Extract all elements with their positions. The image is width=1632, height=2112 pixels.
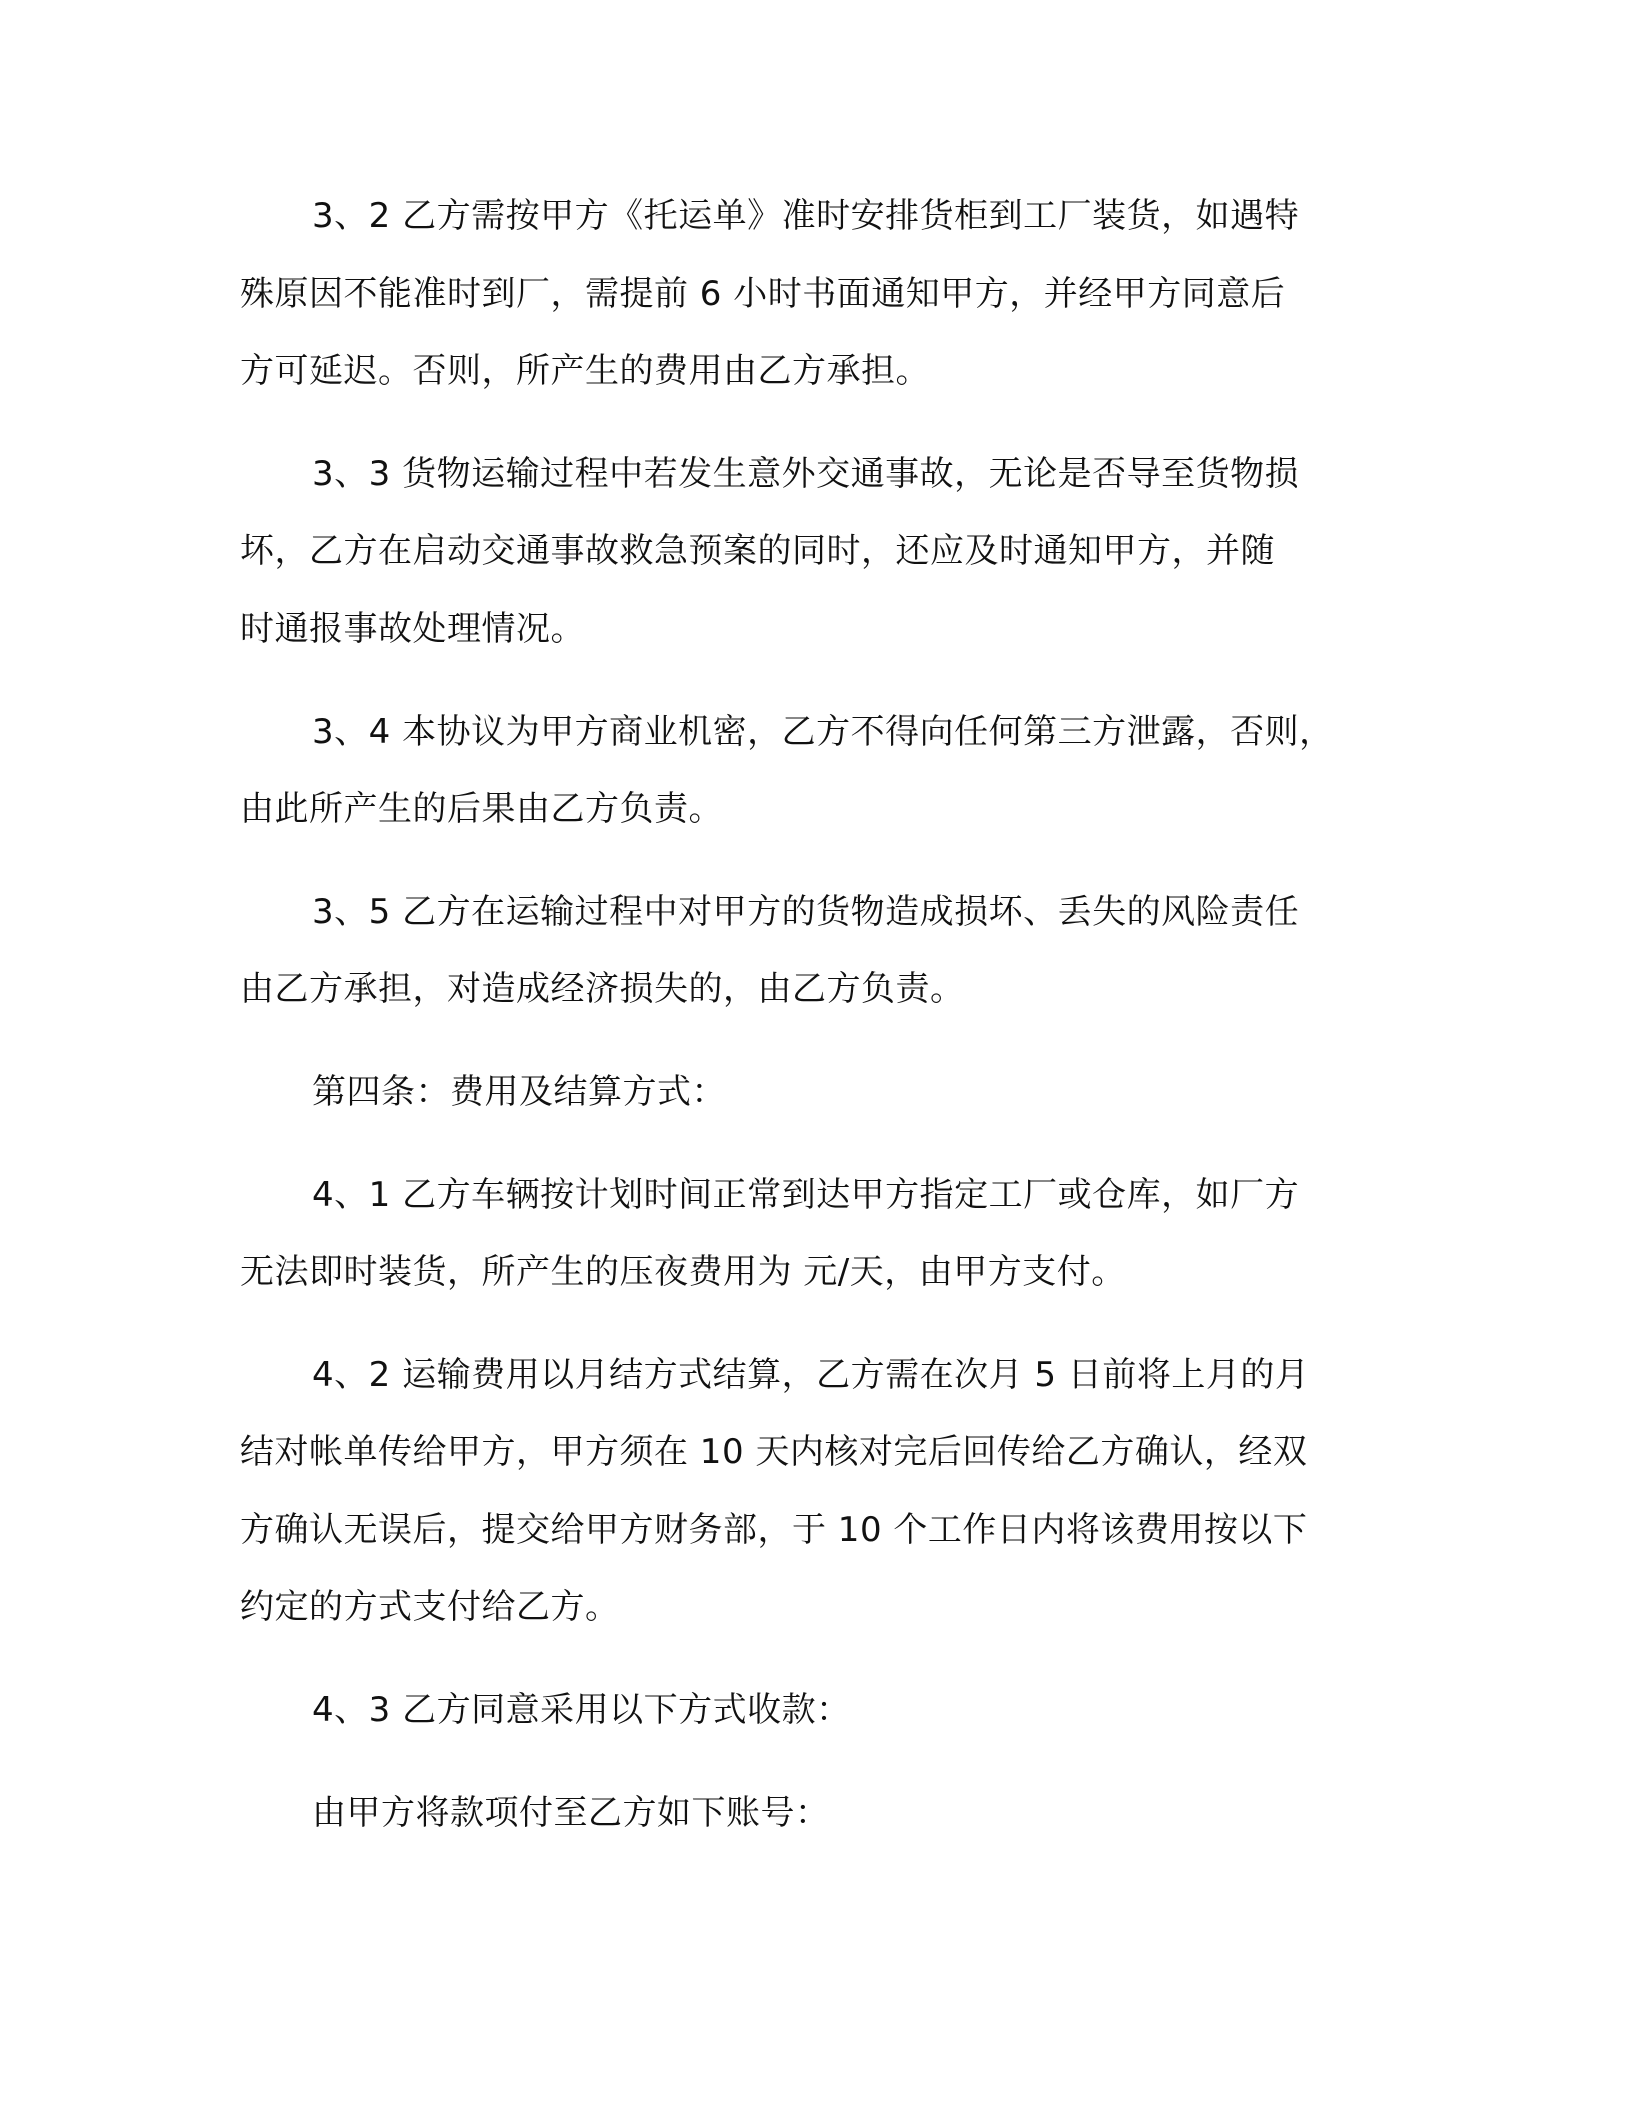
clause-3-3-line-1: 3、3 货物运输过程中若发生意外交通事故，无论是否导至货物损: [312, 454, 1300, 494]
clause-3-2-line-3: 方可延迟。否则，所产生的费用由乙方承担。: [240, 351, 930, 391]
clause-3-5-line-1: 3、5 乙方在运输过程中对甲方的货物造成损坏、丢失的风险责任: [312, 892, 1300, 932]
clause-3-2-line-1: 3、2 乙方需按甲方《托运单》准时安排货柜到工厂装货，如遇特: [312, 196, 1300, 236]
clause-3-4-line-2: 由此所产生的后果由乙方负责。: [240, 789, 723, 829]
clause-4-2-line-4: 约定的方式支付给乙方。: [240, 1587, 620, 1627]
clause-3-2-line-2: 殊原因不能准时到厂，需提前 6 小时书面通知甲方，并经甲方同意后: [240, 274, 1286, 314]
clause-3-4-line-1: 3、4 本协议为甲方商业机密，乙方不得向任何第三方泄露，否则，: [312, 712, 1334, 752]
clause-3-3-line-2: 坏，乙方在启动交通事故救急预案的同时，还应及时通知甲方，并随: [240, 531, 1275, 571]
clause-4-2-line-1: 4、2 运输费用以月结方式结算，乙方需在次月 5 日前将上月的月: [312, 1355, 1310, 1395]
article-4-heading: 第四条：费用及结算方式：: [312, 1072, 726, 1112]
clause-4-2-line-2: 结对帐单传给甲方，甲方须在 10 天内核对完后回传给乙方确认，经双: [240, 1432, 1308, 1472]
clause-4-1-line-1: 4、1 乙方车辆按计划时间正常到达甲方指定工厂或仓库，如厂方: [312, 1175, 1300, 1215]
payment-account-line: 由甲方将款项付至乙方如下账号：: [312, 1793, 830, 1833]
clause-4-2-line-3: 方确认无误后，提交给甲方财务部，于 10 个工作日内将该费用按以下: [240, 1510, 1308, 1550]
clause-4-1-line-2: 无法即时装货，所产生的压夜费用为 元/天，由甲方支付。: [240, 1252, 1126, 1292]
clause-3-5-line-2: 由乙方承担，对造成经济损失的，由乙方负责。: [240, 969, 965, 1009]
clause-3-3-line-3: 时通报事故处理情况。: [240, 609, 585, 649]
clause-4-3-line-1: 4、3 乙方同意采用以下方式收款：: [312, 1690, 851, 1730]
